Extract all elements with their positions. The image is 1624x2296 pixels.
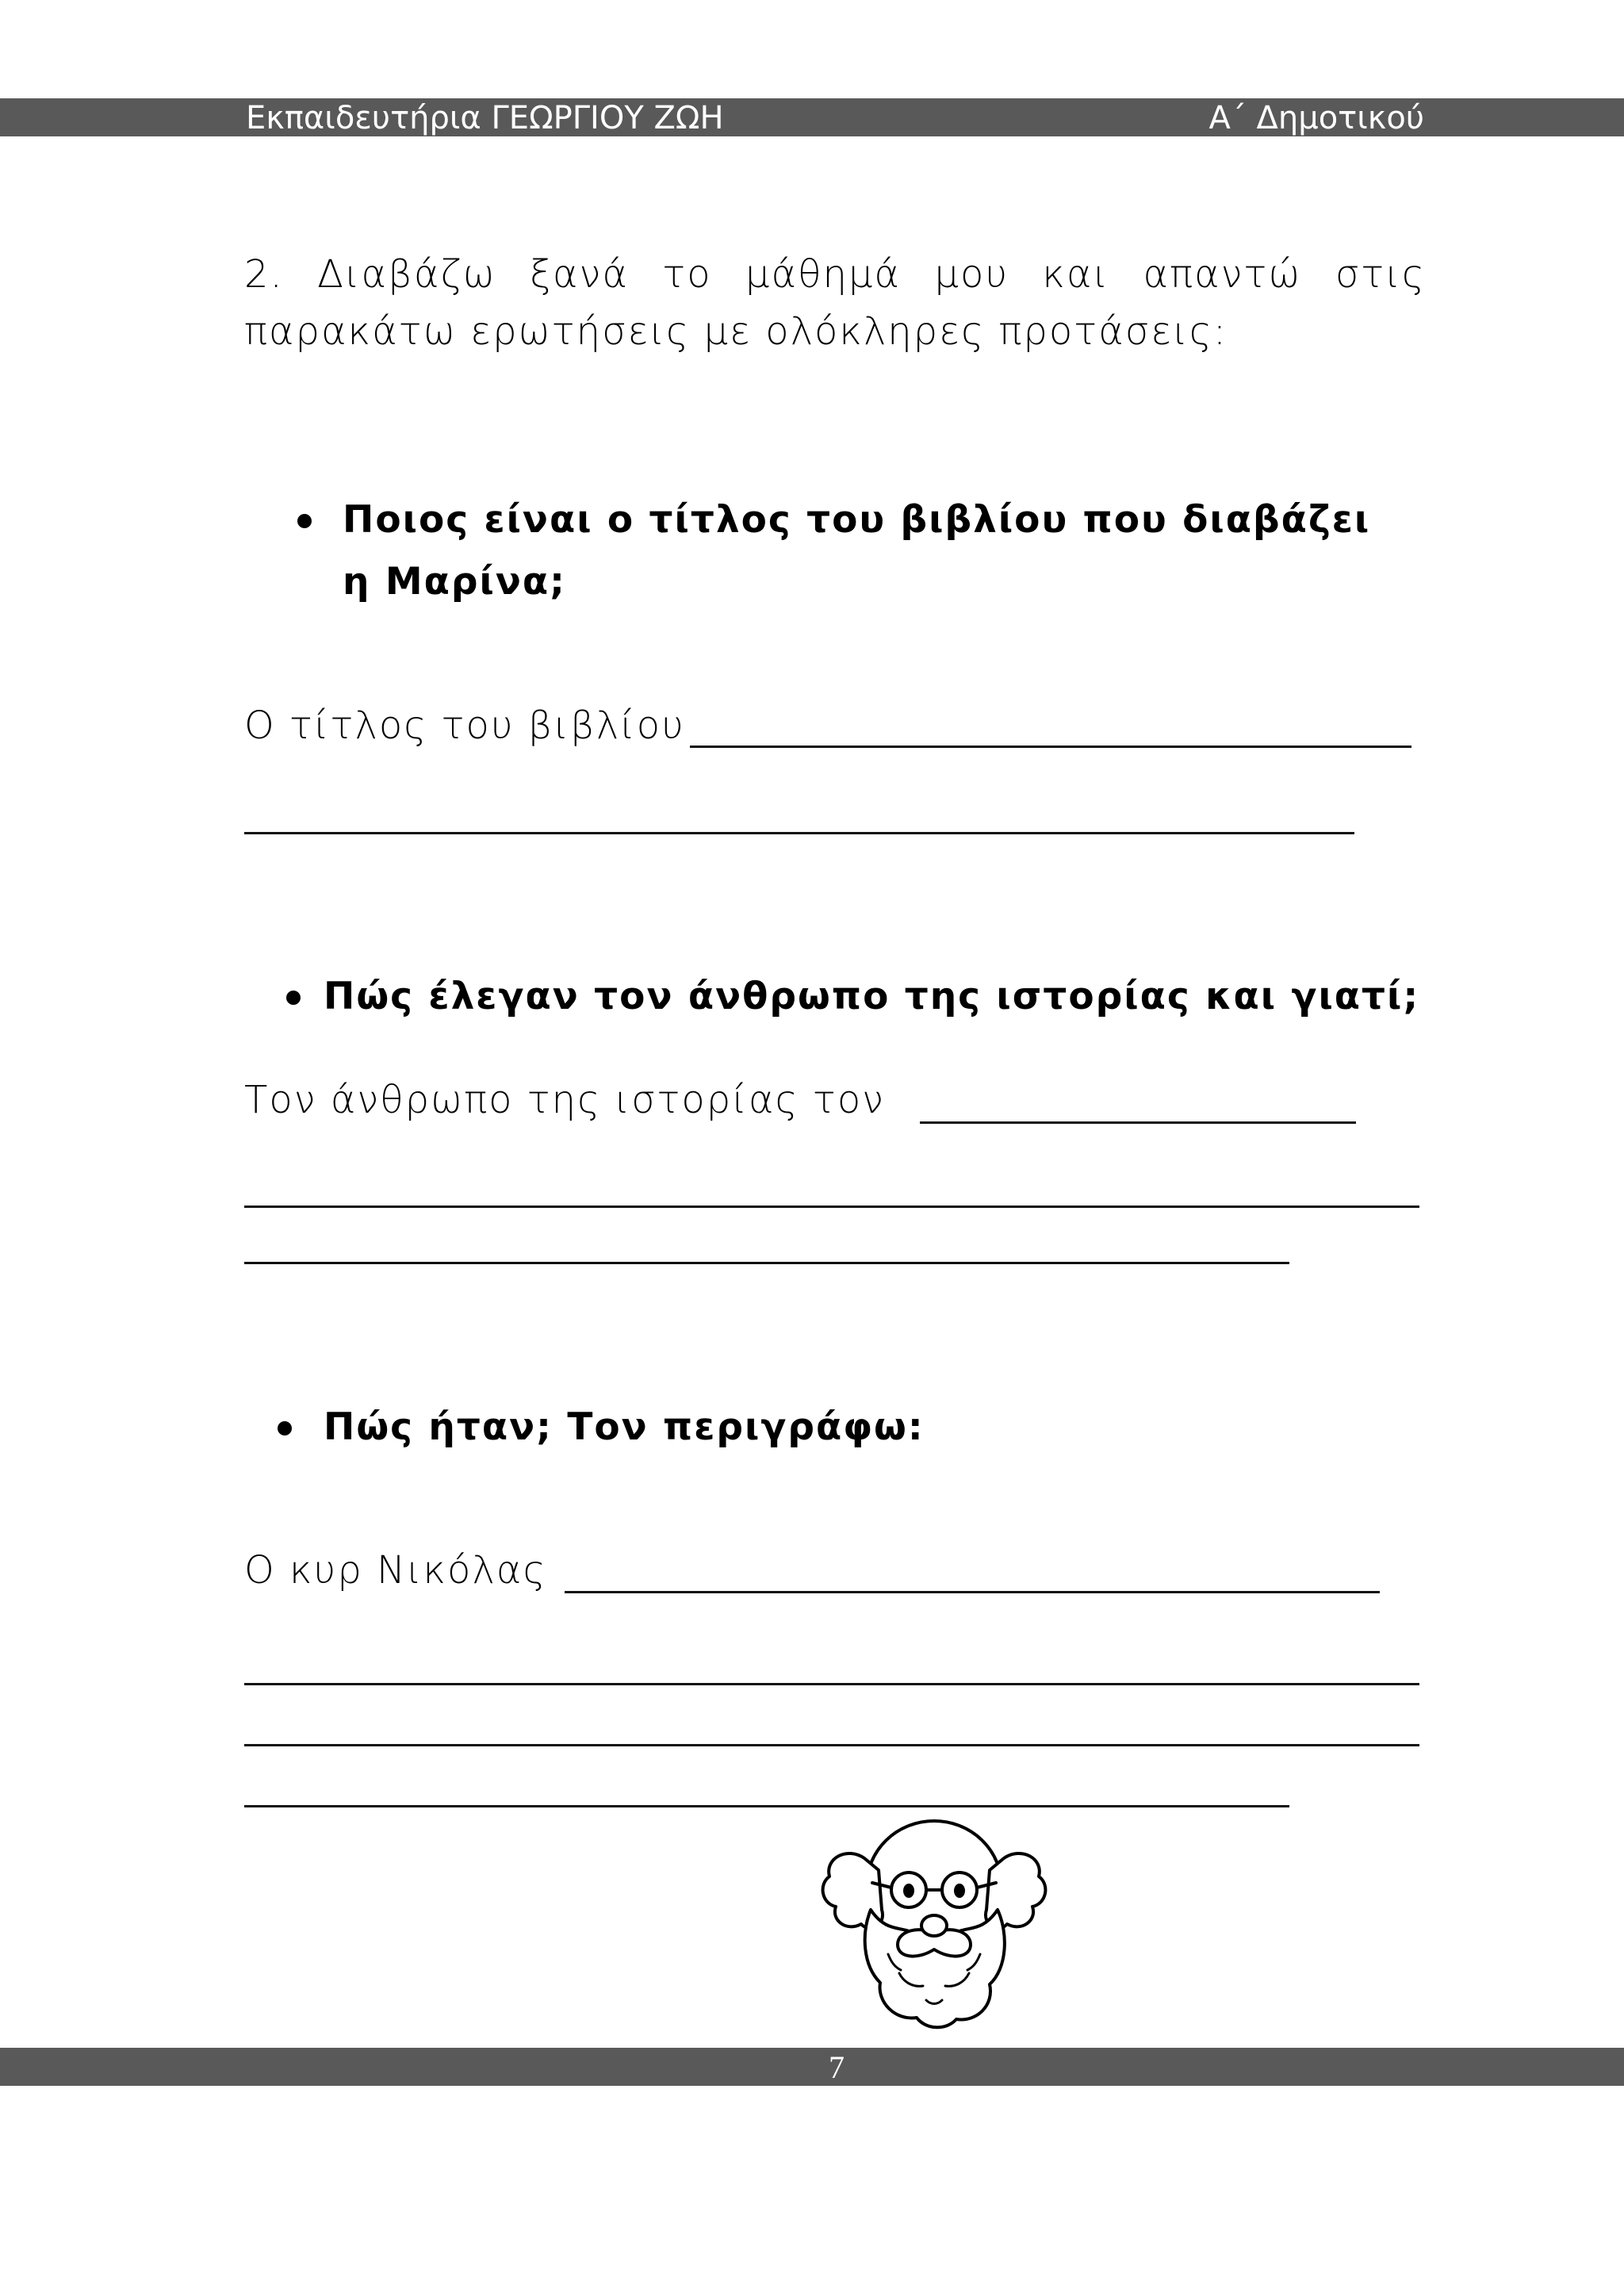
bullet-icon <box>278 1421 292 1435</box>
grade-label: Α΄ Δημοτικού <box>1208 100 1424 136</box>
school-name: Εκπαιδευτήρια ΓΕΩΡΓΙΟΥ ΖΩΗ <box>246 100 724 136</box>
exercise-instruction: 2. Διαβάζω ξανά το μάθημά μου και απαντώ στις παρακάτω ερωτήσεις με ολόκληρες προτάσεις: <box>244 252 1426 354</box>
answer-3-line-2[interactable] <box>244 1683 1419 1685</box>
page-number: 7 <box>829 2049 845 2085</box>
bullet-icon <box>286 991 301 1005</box>
answer-3-start: Ο κυρ Νικόλας <box>244 1548 547 1593</box>
answer-3-line-4[interactable] <box>244 1805 1289 1807</box>
answer-1-line-2[interactable] <box>244 832 1354 834</box>
answer-1-line-1[interactable] <box>690 746 1411 748</box>
question-3: Πώς ήταν; Τον περιγράφω: <box>324 1405 925 1449</box>
answer-2-line-2[interactable] <box>244 1205 1419 1208</box>
question-1: Ποιος είναι ο τίτλος του βιβλίου που διαβάζει η Μαρίνα; <box>343 498 1371 604</box>
answer-2-line-3[interactable] <box>244 1262 1289 1264</box>
bullet-icon <box>297 514 312 528</box>
answer-3-line-1[interactable] <box>565 1591 1380 1593</box>
answer-2-start: Τον άνθρωπο της ιστορίας τον <box>244 1078 885 1122</box>
answer-1-start: Ο τίτλος του βιβλίου <box>244 703 685 748</box>
old-man-face-illustration <box>815 1815 1053 2037</box>
question-2: Πώς έλεγαν τον άνθρωπο της ιστορίας και γιατί; <box>324 975 1420 1018</box>
answer-3-line-3[interactable] <box>244 1744 1419 1746</box>
answer-2-line-1[interactable] <box>920 1121 1356 1124</box>
